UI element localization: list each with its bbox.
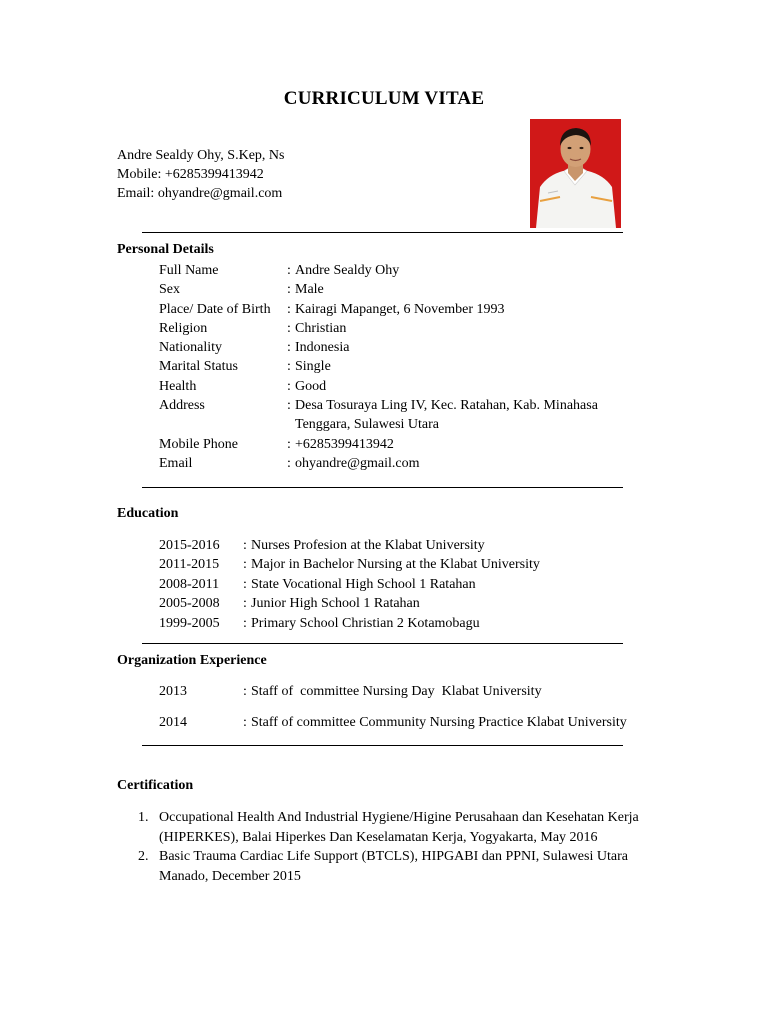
organization-row bbox=[159, 684, 542, 700]
organization-role: Staff of committee Community Nursing Practice Klabat University bbox=[251, 715, 627, 730]
detail-row bbox=[159, 319, 615, 338]
detail-value: Good bbox=[295, 378, 327, 394]
detail-separator: : bbox=[287, 398, 291, 414]
education-row bbox=[159, 614, 540, 633]
portrait-image bbox=[530, 119, 621, 228]
education-year: 2008-2011 bbox=[159, 576, 220, 592]
detail-separator: : bbox=[287, 436, 291, 452]
education-institution: Major in Bachelor Nursing at the Klabat University bbox=[251, 557, 540, 573]
detail-label: Email bbox=[159, 455, 193, 471]
education-heading: Education bbox=[117, 506, 179, 521]
detail-value: Male bbox=[295, 282, 324, 298]
education-row bbox=[159, 536, 540, 555]
detail-row bbox=[159, 377, 615, 396]
education-separator: : bbox=[243, 615, 247, 631]
education-institution: State Vocational High School 1 Ratahan bbox=[251, 576, 476, 592]
detail-value: ohyandre@gmail.com bbox=[295, 455, 420, 471]
organization-year: 2014 bbox=[159, 715, 187, 730]
detail-row bbox=[159, 280, 615, 299]
certification-number: 1. bbox=[138, 810, 149, 825]
certification-heading: Certification bbox=[117, 778, 194, 793]
education-year: 2005-2008 bbox=[159, 596, 220, 612]
certification-list bbox=[138, 808, 658, 886]
education-row bbox=[159, 594, 540, 613]
personal-details-heading: Personal Details bbox=[117, 242, 214, 257]
detail-row bbox=[159, 261, 615, 280]
detail-row bbox=[159, 338, 615, 357]
detail-separator: : bbox=[287, 455, 291, 471]
detail-value: +6285399413942 bbox=[295, 436, 394, 452]
divider bbox=[142, 643, 623, 644]
personal-details-list bbox=[159, 261, 615, 473]
detail-separator: : bbox=[287, 340, 291, 356]
document-title: CURRICULUM VITAE bbox=[283, 88, 485, 109]
education-year: 2015-2016 bbox=[159, 538, 220, 553]
education-separator: : bbox=[243, 557, 247, 573]
certification-text: Basic Trauma Cardiac Life Support (BTCLS), HIPGABI dan PPNI, Sulawesi Utara Manado, December 2015 bbox=[159, 849, 628, 884]
detail-separator: : bbox=[287, 378, 291, 394]
detail-separator: : bbox=[287, 359, 291, 375]
certification-item bbox=[138, 847, 658, 886]
detail-value: Desa Tosuraya Ling IV, Kec. Ratahan, Kab. Minahasa Tenggara, Sulawesi Utara bbox=[295, 398, 598, 433]
contact-name: Andre Sealdy Ohy, S.Kep, Ns bbox=[117, 148, 285, 163]
education-year: 2011-2015 bbox=[159, 557, 220, 573]
detail-value: Kairagi Mapanget, 6 November 1993 bbox=[295, 301, 505, 317]
education-separator: : bbox=[243, 538, 247, 553]
organization-heading: Organization Experience bbox=[117, 653, 267, 668]
detail-separator: : bbox=[287, 301, 291, 317]
detail-label: Marital Status bbox=[159, 359, 238, 375]
detail-label: Nationality bbox=[159, 340, 222, 356]
contact-email: Email: ohyandre@gmail.com bbox=[117, 186, 283, 201]
detail-value: Indonesia bbox=[295, 340, 350, 356]
education-separator: : bbox=[243, 596, 247, 612]
contact-block bbox=[117, 146, 284, 203]
divider bbox=[142, 487, 623, 488]
certification-text: Occupational Health And Industrial Hygiene/Higine Perusahaan dan Kesehatan Kerja (HIPERKES), Balai Hiperkes Dan Keselamatan Kerja, Yogyakarta, May 2016 bbox=[159, 810, 639, 845]
organization-separator: : bbox=[243, 715, 247, 730]
profile-photo bbox=[530, 119, 621, 228]
detail-label: Mobile Phone bbox=[159, 436, 238, 452]
certification-number: 2. bbox=[138, 849, 149, 864]
organization-separator: : bbox=[243, 684, 247, 699]
detail-value: Andre Sealdy Ohy bbox=[295, 263, 400, 278]
education-list bbox=[159, 536, 540, 633]
organization-year: 2013 bbox=[159, 684, 187, 699]
education-row bbox=[159, 555, 540, 574]
detail-value: Single bbox=[295, 359, 331, 375]
organization-role: Staff of committee Nursing Day Klabat University bbox=[251, 684, 542, 699]
detail-separator: : bbox=[287, 263, 291, 278]
detail-label: Religion bbox=[159, 320, 208, 336]
education-institution: Junior High School 1 Ratahan bbox=[251, 596, 420, 612]
education-institution: Primary School Christian 2 Kotamobagu bbox=[251, 615, 480, 631]
detail-label: Health bbox=[159, 378, 197, 394]
detail-label: Sex bbox=[159, 282, 180, 298]
detail-label: Full Name bbox=[159, 263, 219, 278]
education-row bbox=[159, 575, 540, 594]
detail-separator: : bbox=[287, 320, 291, 336]
education-year: 1999-2005 bbox=[159, 615, 220, 631]
detail-row bbox=[159, 396, 615, 435]
detail-label: Place/ Date of Birth bbox=[159, 301, 271, 317]
detail-value: Christian bbox=[295, 320, 347, 336]
detail-label: Address bbox=[159, 398, 205, 414]
detail-row bbox=[159, 454, 615, 473]
detail-row bbox=[159, 435, 615, 454]
divider bbox=[142, 232, 623, 233]
contact-mobile: Mobile: +6285399413942 bbox=[117, 167, 264, 182]
detail-separator: : bbox=[287, 282, 291, 298]
divider bbox=[142, 745, 623, 746]
organization-row bbox=[159, 715, 627, 731]
detail-row bbox=[159, 300, 615, 319]
education-separator: : bbox=[243, 576, 247, 592]
education-institution: Nurses Profesion at the Klabat University bbox=[251, 538, 485, 553]
detail-row bbox=[159, 357, 615, 376]
certification-item bbox=[138, 808, 658, 847]
